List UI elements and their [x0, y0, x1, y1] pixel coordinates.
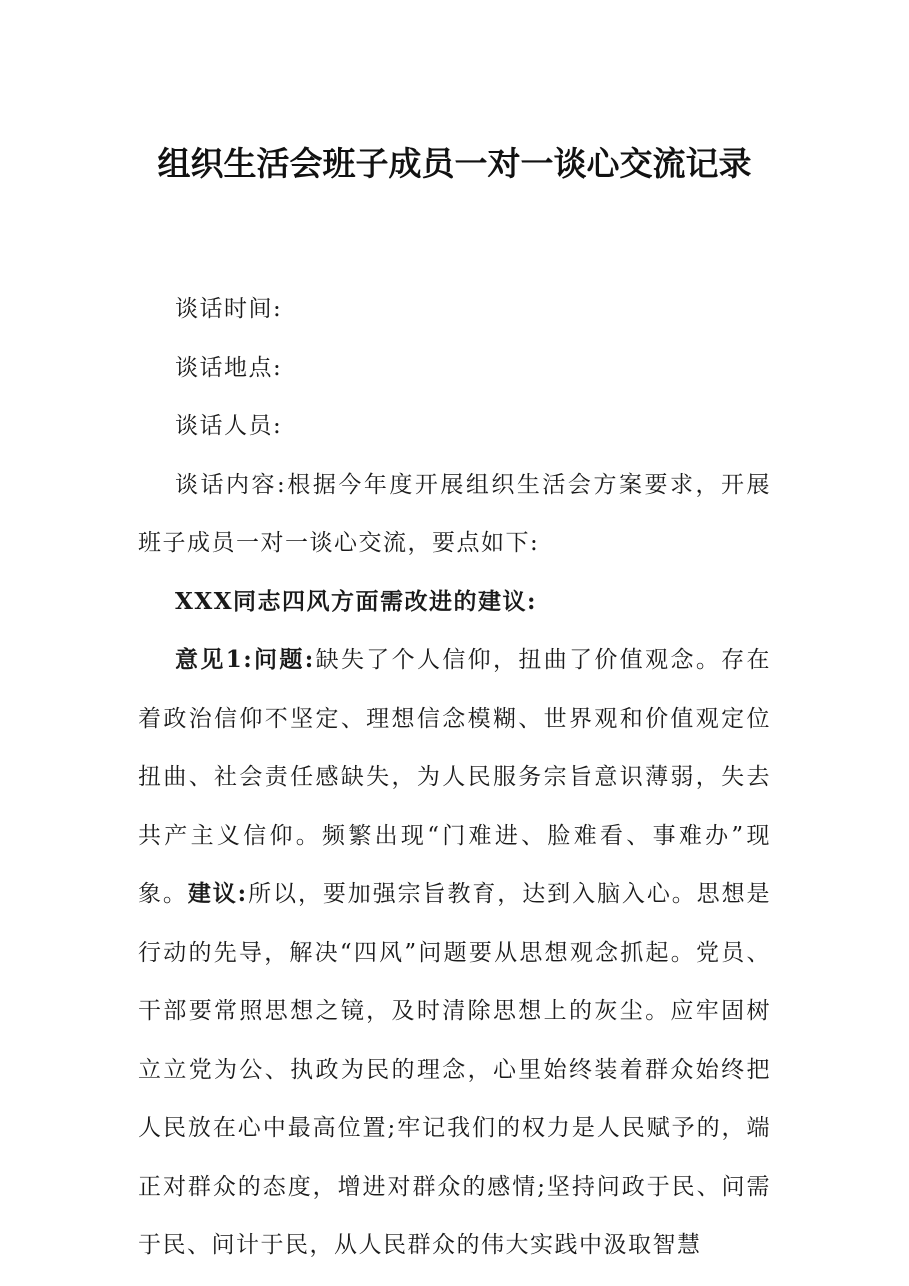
- section-heading: XXX同志四风方面需改进的建议:: [175, 587, 538, 615]
- talk-place-field: [138, 339, 771, 398]
- talk-time-label: 谈话时间:: [175, 296, 283, 322]
- opinion-1-paragraph: [138, 631, 771, 1275]
- talk-people-label: 谈话人员:: [175, 413, 283, 439]
- suggestion-label: 建议:: [187, 880, 248, 907]
- problem-text: 缺失了个人信仰，扭曲了价值观念。存在着政治信仰不坚定、理想信念模糊、世界观和价值观定位扭曲、社会责任感缺失，为人民服务宗旨意识薄弱，失去共产主义信仰。频繁出现“门难进、脸难看、事难办”现象。: [138, 647, 772, 907]
- document-title: 组织生活会班子成员一对一谈心交流记录: [157, 144, 752, 183]
- talk-time-field: [138, 280, 771, 339]
- talk-place-label: 谈话地点:: [175, 354, 283, 381]
- talk-content-label: 谈话内容:: [175, 471, 287, 498]
- talk-content-paragraph: [138, 456, 771, 573]
- opinion-1-label: 意见1:: [175, 646, 254, 673]
- problem-label: 问题:: [253, 646, 315, 673]
- talk-content-text: 根据今年度开展组织生活会方案要求，开展班子成员一对一谈心交流，要点如下:: [138, 471, 772, 556]
- suggestion-text: 所以，要加强宗旨教育，达到入脑入心。思想是行动的先导，解决“四风”问题要从思想观念抓起。党员、干部要常照思想之镜，及时清除思想上的灰尘。应牢固树立立党为公、执政为民的理念，心里始终装着群众始终把人民放在心中最高位置;牢记我们的权力是人民赋予的，端正对群众的态度，增进对群众的感情;坚持问政于民、问需于民、问计于民，从人民群众的伟大实践中汲取智慧: [138, 881, 772, 1258]
- document-body: [138, 280, 771, 1275]
- talk-people-field: [138, 397, 771, 456]
